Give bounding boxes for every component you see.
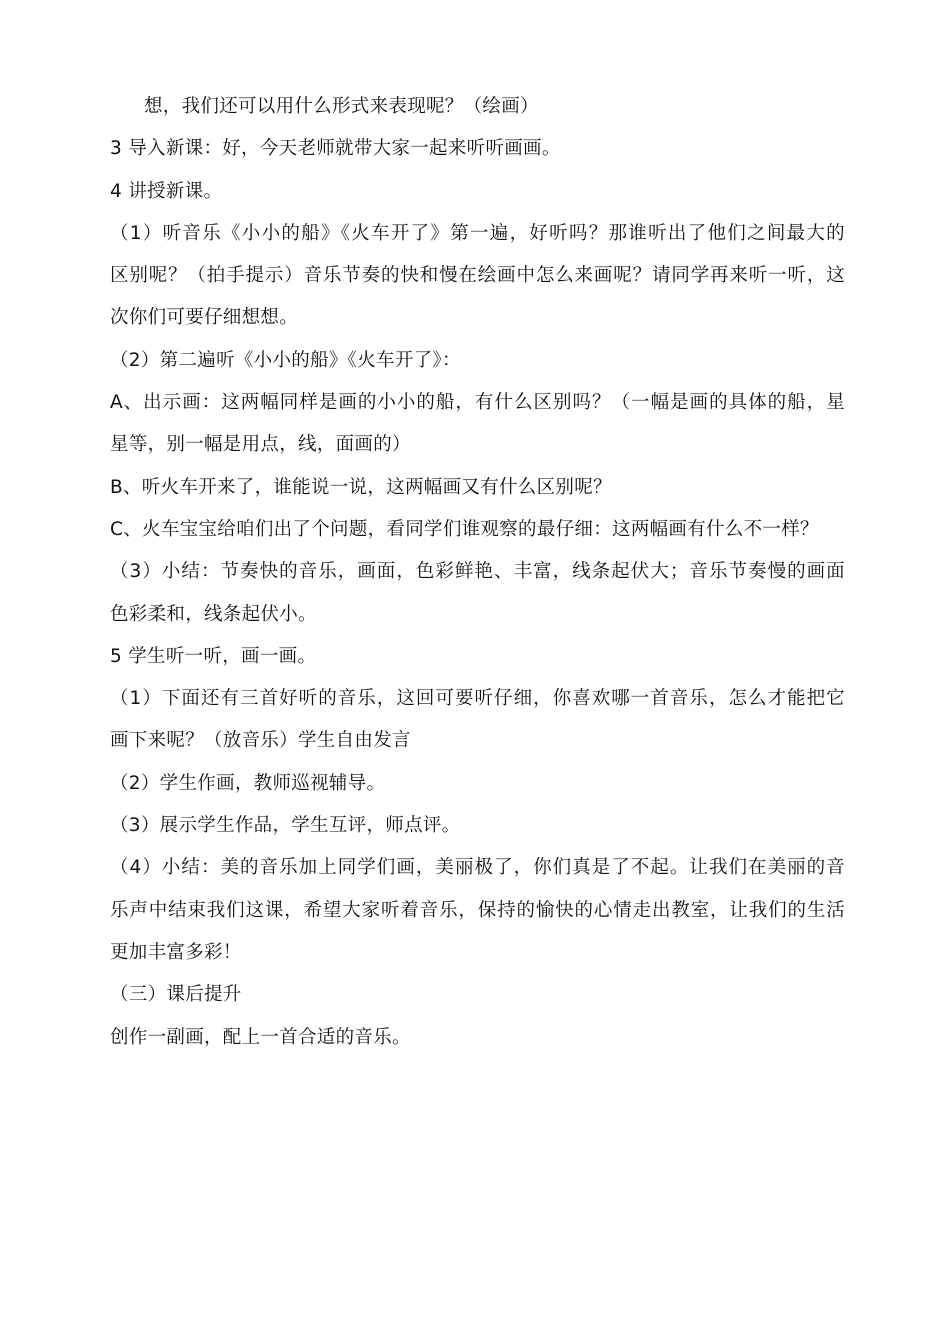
text-line: 画下来呢？（放音乐）学生自由发言 [110, 730, 411, 752]
text-line: B、听火车开来了，谁能说一说，这两幅画又有什么区别呢？ [110, 476, 612, 498]
section-heading: 5 学生听一听，画一画。 [110, 645, 317, 667]
text-line: （1）下面还有三首好听的音乐，这回可要听仔细，你喜欢哪一首音乐，怎么才能把它 [110, 688, 845, 710]
text-line: （4）小结：美的音乐加上同学们画，美丽极了，你们真是了不起。让我们在美丽的音 [110, 857, 845, 879]
section-heading: 4 讲授新课。 [110, 180, 223, 202]
text-line: （3）展示学生作品，学生互评，师点评。 [110, 815, 461, 837]
text-line: （1）听音乐《小小的船》《火车开了》第一遍，好听吗？那谁听出了他们之间最大的 [110, 222, 845, 244]
text-line: 区别呢？（拍手提示）音乐节奏的快和慢在绘画中怎么来画呢？请同学再来听一听，这 [110, 265, 845, 287]
text-line: 更加丰富多彩！ [110, 941, 242, 963]
text-line: 星等，别一幅是用点，线，面画的） [110, 434, 411, 456]
section-heading: （三）课后提升 [110, 984, 242, 1006]
text-line: 创作一副画，配上一首合适的音乐。 [110, 1026, 411, 1048]
text-line: （3）小结：节奏快的音乐，画面，色彩鲜艳、丰富，线条起伏大；音乐节奏慢的画面 [110, 561, 845, 583]
document-body [110, 86, 845, 1059]
text-line: C、火车宝宝给咱们出了个问题，看同学们谁观察的最仔细：这两幅画有什么不一样？ [110, 518, 819, 540]
text-line: （2）学生作画，教师巡视辅导。 [110, 772, 386, 794]
section-heading: 3 导入新课：好，今天老师就带大家一起来听听画画。 [110, 138, 561, 160]
text-line: A、出示画：这两幅同样是画的小小的船，有什么区别吗？（一幅是画的具体的船，星 [110, 392, 845, 414]
text-line: 次你们可要仔细想想。 [110, 307, 299, 329]
text-line: 乐声中结束我们这课，希望大家听着音乐，保持的愉快的心情走出教室，让我们的生活 [110, 899, 845, 921]
text-line: （2）第二遍听《小小的船》《火车开了》： [110, 349, 461, 371]
text-line: 想，我们还可以用什么形式来表现呢？（绘画） [144, 96, 539, 117]
text-line: 色彩柔和，线条起伏小。 [110, 603, 317, 625]
